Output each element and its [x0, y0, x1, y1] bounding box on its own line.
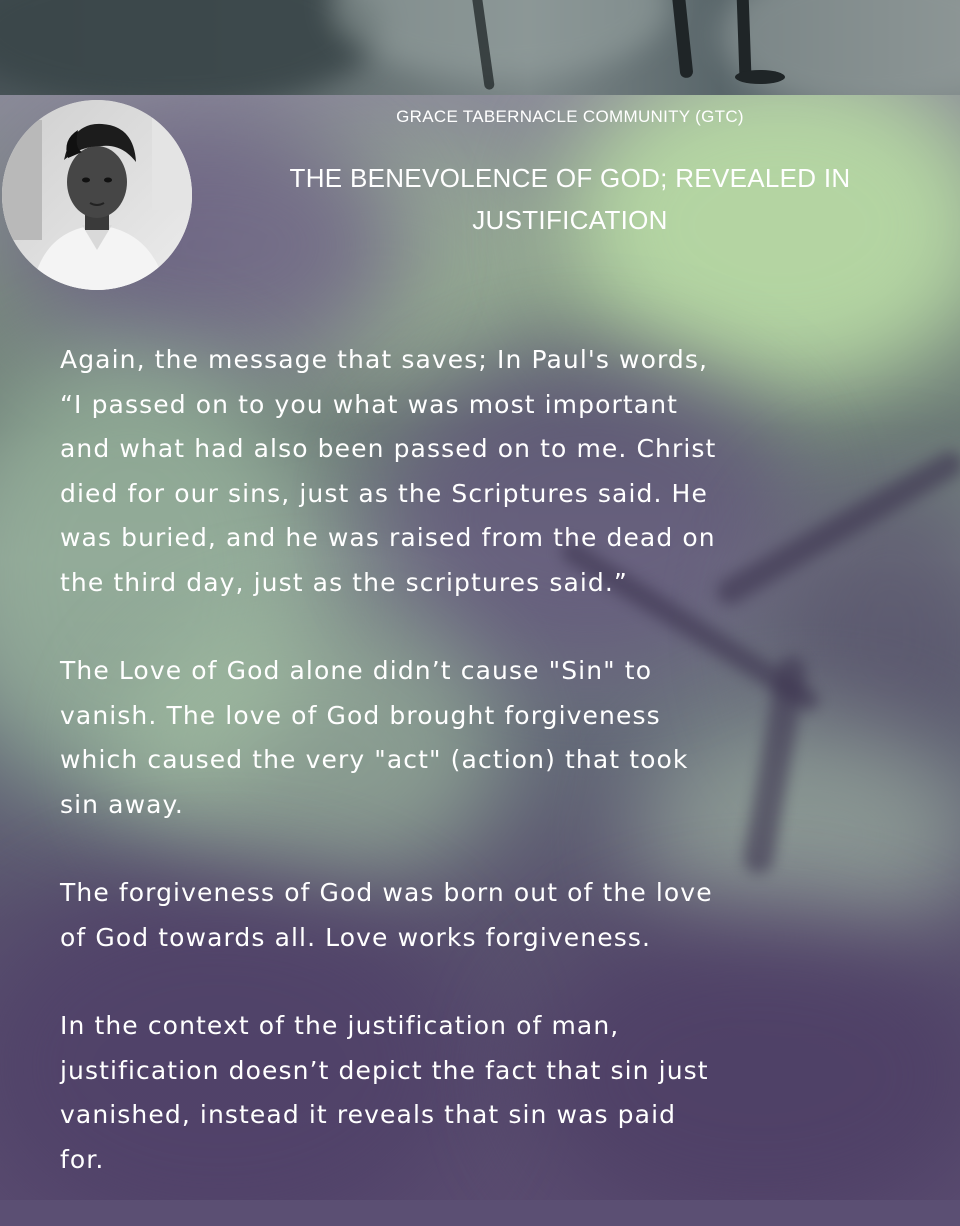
paragraph: Again, the message that saves; In Paul's words, “I passed on to you what was most important and what had also been passed on to me. Christ died for our sins, just as the Scriptures said. He was buried, and he was raised from the dead on the third day, just as the scriptures said.” [60, 345, 717, 597]
paragraph: In the context of the justification of man, justification doesn’t depict the fact that sin just vanished, instead it reveals that sin was paid for. [60, 1011, 709, 1174]
top-photo-band [0, 0, 960, 95]
post-header [200, 103, 940, 241]
author-avatar [2, 100, 192, 290]
photo-stem [671, 0, 693, 78]
photo-stem [735, 70, 785, 84]
post-body [60, 338, 920, 1226]
organization-name: GRACE TABERNACLE COMMUNITY (GTC) [396, 107, 744, 126]
photo-shadow [0, 0, 380, 95]
post-title: THE BENEVOLENCE OF GOD; REVEALED IN JUSTIFICATION [289, 163, 851, 235]
paragraph: The forgiveness of God was born out of the love of God towards all. Love works forgiveness. [60, 878, 713, 952]
photo-highlight [330, 0, 670, 80]
portrait-image [2, 100, 192, 290]
paragraph: The Love of God alone didn’t cause "Sin" to vanish. The love of God brought forgiveness which caused the very "act" (action) that took sin away. [60, 656, 689, 819]
